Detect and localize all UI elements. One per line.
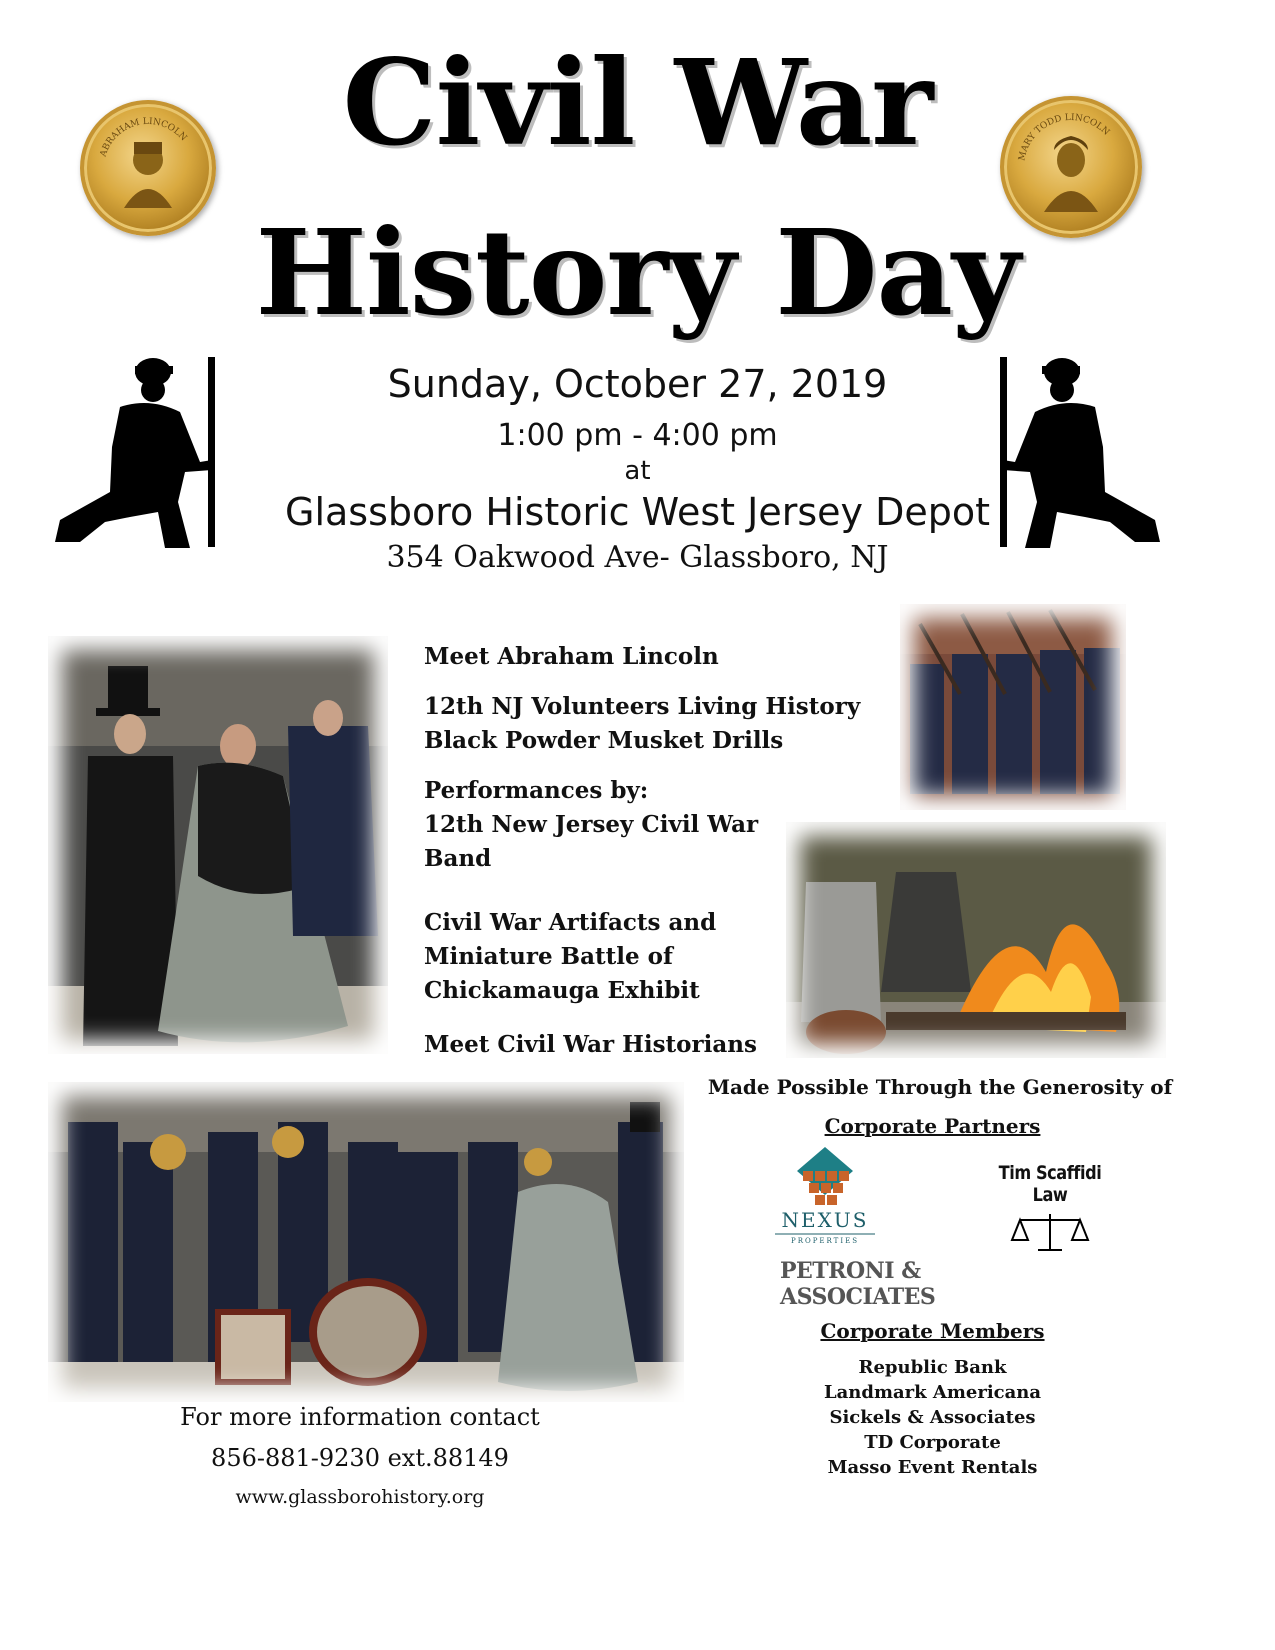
activity-meet-lincoln: Meet Abraham Lincoln (424, 643, 719, 670)
kneeling-soldier-silhouette-left (50, 352, 235, 552)
scaffidi-law-logo (980, 1162, 1120, 1242)
event-time: 1:00 pm - 4:00 pm (497, 418, 778, 453)
event-date: Sunday, October 27, 2019 (387, 362, 888, 406)
event-at: at (624, 456, 651, 486)
activity-living-history: 12th NJ Volunteers Living History Black Powder Musket Drills (424, 693, 861, 754)
contact-website[interactable]: www.glassborohistory.org (235, 1486, 485, 1508)
members-list (800, 1355, 1065, 1480)
member-item: TD Corporate (864, 1432, 1001, 1453)
member-item: Masso Event Rentals (827, 1457, 1038, 1478)
activity-historians: Meet Civil War Historians (424, 1031, 757, 1058)
campfire-kettles-photo (786, 822, 1166, 1058)
nexus-logo-text: NEXUS (781, 1208, 869, 1232)
lincoln-coin-text: ABRAHAM LINCOLN (98, 116, 189, 159)
member-item: Landmark Americana (823, 1382, 1042, 1403)
partners-heading: Corporate Partners (824, 1114, 1041, 1138)
activity-performances: Performances by: 12th New Jersey Civil War Band (424, 777, 759, 872)
nexus-logo-subtext: PROPERTIES (790, 1237, 860, 1245)
activity-artifacts: Civil War Artifacts and Miniature Battle of Chickamauga Exhibit (424, 909, 717, 1004)
title-line-1: Civil War (342, 33, 933, 172)
petroni-associates-logo: PETRONI & ASSOCIATES (780, 1258, 936, 1310)
mary-lincoln-coin-image (1000, 96, 1142, 238)
event-venue: Glassboro Historic West Jersey Depot (285, 490, 990, 534)
civil-war-band-photo (48, 1082, 684, 1402)
nexus-logo (765, 1145, 885, 1250)
sponsors-intro: Made Possible Through the Generosity of (707, 1075, 1173, 1099)
members-heading: Corporate Members (820, 1319, 1045, 1343)
mary-coin-text: MARY TODD LINCOLN (1017, 112, 1111, 162)
scaffidi-law-text: Tim Scaffidi Law (998, 1162, 1102, 1206)
contact-phone: 856-881-9230 ext.88149 (211, 1444, 509, 1472)
member-item: Republic Bank (858, 1357, 1007, 1378)
lincoln-couple-photo (48, 636, 388, 1054)
musket-drill-photo (900, 604, 1126, 810)
lincoln-coin-image (80, 100, 216, 236)
contact-line: For more information contact (180, 1403, 540, 1431)
member-item: Sickels & Associates (829, 1407, 1036, 1428)
event-address: 354 Oakwood Ave- Glassboro, NJ (386, 540, 889, 575)
title-line-2: History Day (255, 203, 1020, 342)
